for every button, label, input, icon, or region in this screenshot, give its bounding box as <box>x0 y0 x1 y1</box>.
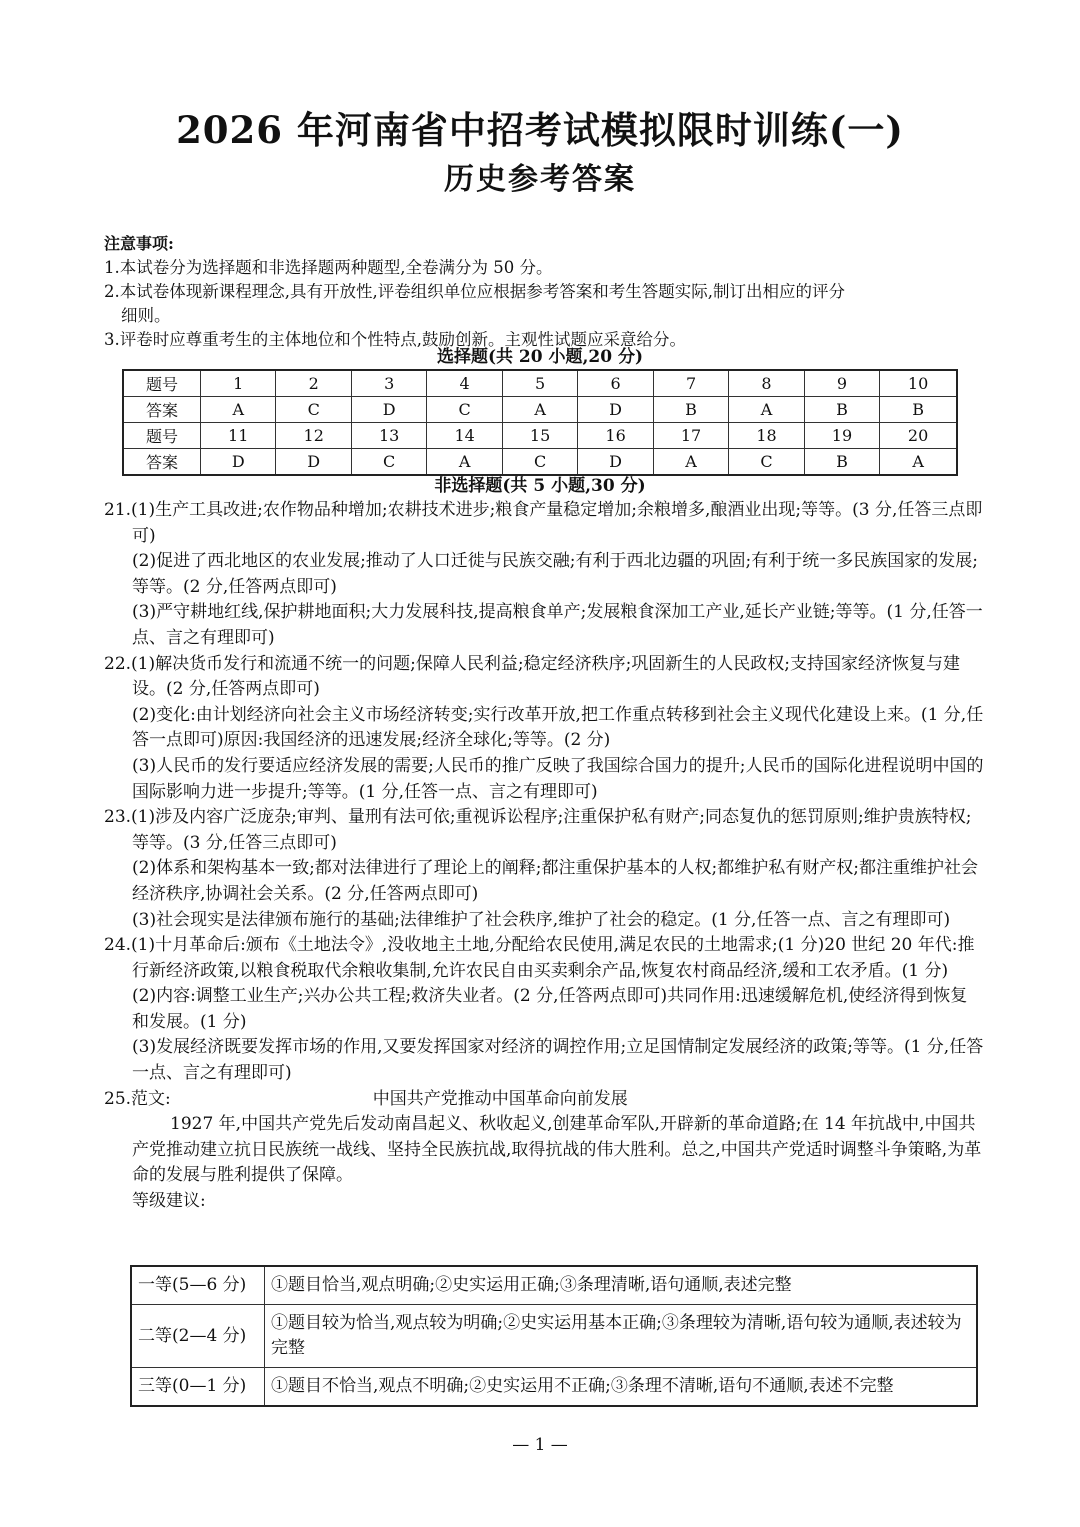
answer-paragraph: (2)变化:由计划经济向社会主义市场经济转变;实行改革开放,把工作重点转移到社会主义现代化建设上来。(1 分,任答一点即可)原因:我国经济的迅速发展;经济全球化;等等。(2 分) <box>132 704 984 751</box>
table-row <box>123 370 957 397</box>
grade-heading: 等级建议: <box>132 1191 206 1212</box>
answer-cell: A <box>653 449 728 476</box>
answer-cell: A <box>729 397 804 423</box>
table-row <box>123 397 957 423</box>
row-label: 答案 <box>123 449 201 476</box>
table-row <box>123 423 957 449</box>
answer-cell: A <box>502 397 577 423</box>
question-number: 3 <box>351 370 426 397</box>
non-choice-heading: 非选择题(共 5 小题,30 分) <box>434 476 646 496</box>
note-item: 3.评卷时应尊重考生的主体地位和个性特点,鼓励创新。主观性试题应采意给分。 <box>104 330 686 349</box>
question-number: 10 <box>880 370 957 397</box>
grade-description: ①题目恰当,观点明确;②史实运用正确;③条理清晰,语句通顺,表述完整 <box>265 1266 978 1305</box>
grade-description: ①题目不恰当,观点不明确;②史实运用不正确;③条理不清晰,语句不通顺,表述不完整 <box>265 1368 978 1407</box>
answer-cell: B <box>804 449 879 476</box>
question-number: 13 <box>351 423 426 449</box>
question-number: 5 <box>502 370 577 397</box>
question-number: 9 <box>804 370 879 397</box>
answer-paragraph: (2)体系和架构基本一致;都对法律进行了理论上的阐释;都注重保护基本的人权;都维护私有财产权;都注重维护社会经济秩序,协调社会关系。(2 分,任答两点即可) <box>132 858 978 904</box>
page-subtitle: 历史参考答案 <box>444 162 636 197</box>
answer-paragraph: (3)发展经济既要发挥市场的作用,又要发挥国家对经济的调控作用;立足国情制定发展经济的政策;等等。(1 分,任答一点、言之有理即可) <box>132 1037 984 1084</box>
notes-heading: 注意事项: <box>104 234 174 253</box>
answer-cell: C <box>502 449 577 476</box>
table-row <box>131 1266 977 1305</box>
table-row <box>123 449 957 476</box>
question-number: 4 <box>427 370 502 397</box>
table-row <box>131 1305 977 1368</box>
question-number: 2 <box>276 370 351 397</box>
question-number: 1 <box>201 370 276 397</box>
question-number: 20 <box>880 423 957 449</box>
row-label: 答案 <box>123 397 201 423</box>
grade-description: ①题目较为恰当,观点较为明确;②史实运用基本正确;③条理较为清晰,语句较为通顺,表述较为完整 <box>265 1305 978 1368</box>
question-number: 15 <box>502 423 577 449</box>
notes-section <box>104 232 984 352</box>
question-number: 17 <box>653 423 728 449</box>
question-number: 7 <box>653 370 728 397</box>
answer-cell: C <box>427 397 502 423</box>
answer-cell: B <box>804 397 879 423</box>
answer-cell: D <box>351 397 426 423</box>
essay-body: 1927 年,中国共产党先后发动南昌起义、秋收起义,创建革命军队,开辟新的革命道路;在 14 年抗战中,中国共产党推动建立抗日民族统一战线、坚持全民族抗战,取得抗战的伟大胜利。总之,中国共产党适时调整斗争策略,为革命的发展与胜利提供了保障。 <box>132 1114 982 1186</box>
note-item: 2.本试卷体现新课程理念,具有开放性,评卷组织单位应根据参考答案和考生答题实际,制订出相应的评分 <box>104 282 845 301</box>
answer-cell: C <box>276 397 351 423</box>
multiple-choice-heading: 选择题(共 20 小题,20 分) <box>436 347 644 367</box>
answer-paragraph: (3)严守耕地红线,保护耕地面积;大力发展科技,提高粮食单产;发展粮食深加工产业,延长产业链;等等。(1 分,任答一点、言之有理即可) <box>132 602 983 648</box>
essay-header <box>104 1087 984 1113</box>
answer-cell: D <box>276 449 351 476</box>
answer-paragraph: 22.(1)解决货币发行和流通不统一的问题;保障人民利益;稳定经济秩序;巩固新生的人民政权;支持国家经济恢复与建设。(2 分,任答两点即可) <box>104 653 961 700</box>
answer-cell: A <box>880 449 957 476</box>
answer-cell: A <box>427 449 502 476</box>
page-number: — 1 — <box>512 1435 568 1455</box>
answer-paragraph: 23.(1)涉及内容广泛庞杂;审判、量刑有法可依;重视诉讼程序;注重保护私有财产;同态复仇的惩罚原则;维护贵族特权;等等。(3 分,任答三点即可) <box>104 807 972 853</box>
answer-cell: D <box>578 449 653 476</box>
answer-paragraph: (3)人民币的发行要适应经济发展的需要;人民币的推广反映了我国综合国力的提升;人民币的国际化进程说明中国的国际影响力进一步提升;等等。(1 分,任答一点、言之有理即可) <box>132 755 984 802</box>
question-number: 16 <box>578 423 653 449</box>
question-number: 14 <box>427 423 502 449</box>
essay-title: 中国共产党推动中国革命向前发展 <box>372 1088 628 1109</box>
page-title: 2026 年河南省中招考试模拟限时训练(一) <box>176 108 904 152</box>
question-number: 12 <box>276 423 351 449</box>
answer-cell: B <box>653 397 728 423</box>
grade-level: 一等(5—6 分) <box>131 1266 265 1305</box>
question-number: 18 <box>729 423 804 449</box>
grade-table <box>130 1265 978 1407</box>
answer-cell: C <box>729 449 804 476</box>
answer-cell: B <box>880 397 957 423</box>
answer-paragraph: (3)社会现实是法律颁布施行的基础;法律维护了社会秩序,维护了社会的稳定。(1 分,任答一点、言之有理即可) <box>132 909 951 930</box>
answer-paragraph: (2)内容:调整工业生产;兴办公共工程;救济失业者。(2 分,任答两点即可)共同作用:迅速缓解危机,使经济得到恢复和发展。(1 分) <box>132 986 968 1032</box>
answer-paragraph: 21.(1)生产工具改进;农作物品种增加;农耕技术进步;粮食产量稳定增加;余粮增多,酿酒业出现;等等。(3 分,任答三点即可) <box>104 500 983 546</box>
note-item: 细则。 <box>121 306 171 325</box>
multiple-choice-answer-table <box>122 369 958 476</box>
answer-cell: C <box>351 449 426 476</box>
non-choice-answers <box>104 498 984 1215</box>
question-number: 19 <box>804 423 879 449</box>
row-label: 题号 <box>123 423 201 449</box>
row-label: 题号 <box>123 370 201 397</box>
answer-cell: A <box>201 397 276 423</box>
essay-label: 25.范文: <box>104 1088 171 1109</box>
question-number: 11 <box>201 423 276 449</box>
answer-paragraph: (2)促进了西北地区的农业发展;推动了人口迁徙与民族交融;有利于西北边疆的巩固;有利于统一多民族国家的发展;等等。(2 分,任答两点即可) <box>132 551 978 597</box>
question-number: 8 <box>729 370 804 397</box>
question-number: 6 <box>578 370 653 397</box>
answer-paragraph: 24.(1)十月革命后:颁布《土地法令》,没收地主土地,分配给农民使用,满足农民的土地需求;(1 分)20 世纪 20 年代:推行新经济政策,以粮食税取代余粮收集制,允许农民自由买卖剩余产品,恢复农村商品经济,缓和工农矛盾。(1 分) <box>104 935 975 981</box>
answer-cell: D <box>201 449 276 476</box>
grade-level: 三等(0—1 分) <box>131 1368 265 1407</box>
grade-level: 二等(2—4 分) <box>131 1305 265 1368</box>
table-row <box>131 1368 977 1407</box>
note-item: 1.本试卷分为选择题和非选择题两种题型,全卷满分为 50 分。 <box>104 258 553 277</box>
answer-cell: D <box>578 397 653 423</box>
